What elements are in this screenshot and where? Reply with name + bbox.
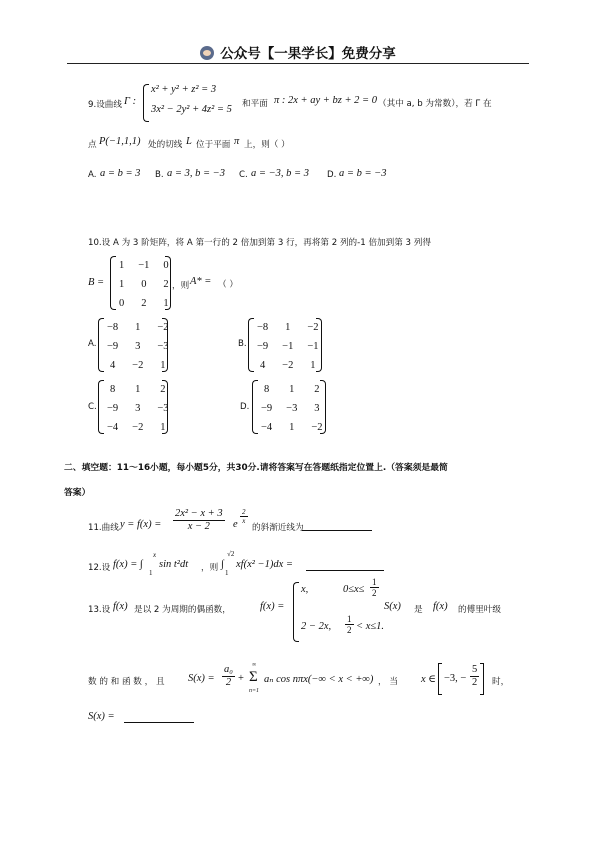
q10-option-c-matrix: 8 1 2 −9 3 −3 −4 −2 1 <box>107 384 169 433</box>
q9-paren: （其中 a, b 为常数），若 Γ 在 <box>378 99 492 109</box>
page-header <box>0 42 596 62</box>
q9-option-c: a = −3, b = 3 <box>251 168 310 179</box>
q10-B-label: B = <box>88 277 105 288</box>
q13-brace <box>293 582 299 642</box>
q9-mid: 和平面 <box>242 99 268 109</box>
q12-upper1: x <box>153 551 157 559</box>
q11-num: 2x² − x + 3 <box>175 508 223 519</box>
q13-x-in: x ∈ <box>421 674 437 685</box>
q13-sigma-upper: ∞ <box>252 662 257 668</box>
q9-line2-b: 处的切线 <box>148 140 183 150</box>
q13-line2b: ， 当 <box>378 677 398 687</box>
q12-answer-blank[interactable] <box>306 559 384 571</box>
q13-interval: −3, − <box>444 673 467 684</box>
q13-interval-frac <box>470 664 479 689</box>
q11-exp-den: x <box>242 517 246 525</box>
q12-fdef: f(x) = ∫ <box>113 559 143 570</box>
q12-mid: ，则 <box>201 563 219 573</box>
q13-cond2-frac <box>345 614 354 635</box>
q9-pi: π <box>234 136 240 147</box>
q9-eq1: x² + y² + z² = 3 <box>151 84 217 95</box>
q13-text3: 的傅里叶级 <box>458 605 501 615</box>
q11-exp: e <box>233 519 238 530</box>
q13-text2: 是 <box>414 605 423 615</box>
q10-B-right-bracket <box>165 256 171 310</box>
q13-S: S(x) <box>384 601 401 612</box>
q12-lower2: 1 <box>225 569 229 577</box>
q13-cond1: 0≤x≤ <box>343 584 365 595</box>
q13-interval-left <box>438 663 442 695</box>
q10-option-d-matrix: 8 1 2 −9 −3 3 −4 1 −2 <box>261 384 323 433</box>
q13-interval-den: 2 <box>472 677 478 688</box>
q9-option-b-label: B. <box>155 170 164 180</box>
q10-option-a-matrix: −8 1 −2 −9 3 −3 4 −2 1 <box>107 322 169 371</box>
q11-fx: y = f(x) = <box>120 519 162 530</box>
q13-line2a: 数 的 和 函 数 ， 且 <box>88 677 165 687</box>
q10-option-b-right-bracket <box>316 318 322 372</box>
q13-cond1-den: 2 <box>372 588 377 598</box>
q13-fx: f(x) = <box>260 601 285 612</box>
avatar-icon <box>200 46 214 60</box>
q10-text: 10.设 A 为 3 阶矩阵，将 A 第一行的 2 倍加到第 3 行，再将第 2 列的-1 倍加到第 3 列得 <box>88 238 431 248</box>
q9-line2-a: 点 <box>88 140 97 150</box>
q13-plus: + <box>238 673 244 684</box>
q10-option-b-label: B. <box>238 339 247 349</box>
q13-Sx: S(x) = <box>188 673 215 684</box>
q9-lead: 9.设曲线 <box>88 100 122 110</box>
q10-option-d-right-bracket <box>320 380 326 434</box>
section-2-heading-cont: 答案） <box>64 488 91 498</box>
header-divider <box>67 63 529 64</box>
q13-interval-num: 5 <box>472 664 478 675</box>
q9-line2-c: 位于平面 <box>196 140 231 150</box>
q13-cond1-num: 1 <box>372 577 377 587</box>
q11-tail: 的斜渐近线为 <box>252 523 304 533</box>
q11-lead: 11.曲线 <box>88 523 119 533</box>
q9-point: P(−1,1,1) <box>99 136 141 147</box>
q13-sigma: Σ <box>249 669 258 685</box>
q13-sigma-lower: n=1 <box>249 688 260 694</box>
q11-exp-fraction <box>240 508 248 525</box>
q12-upper2: √2 <box>227 550 235 558</box>
q12-integrand2: xf(x² −1)dx = <box>236 559 293 570</box>
q9-option-b: a = 3, b = −3 <box>167 168 226 179</box>
q11-answer-blank[interactable] <box>302 519 372 531</box>
q11-den: x − 2 <box>187 521 210 532</box>
q11-exp-num: 2 <box>242 508 246 516</box>
q13-text1: 是以 2 为周期的偶函数， <box>134 605 231 615</box>
q10-option-c-label: C. <box>88 402 97 412</box>
q13-Sres: S(x) = <box>88 711 115 722</box>
q9-option-a-label: A. <box>88 170 97 180</box>
q9-option-a: a = b = 3 <box>100 168 141 179</box>
q13-a0: a₀ <box>224 664 233 675</box>
q10-option-b-matrix: −8 1 −2 −9 −1 −1 4 −2 1 <box>257 322 319 371</box>
q13-line2c: 时， <box>492 677 510 687</box>
q9-brace <box>143 84 149 122</box>
q9-gamma: Γ : <box>124 96 137 107</box>
q10-astar: A* = <box>190 276 212 287</box>
q10-paren: （ ） <box>218 280 238 290</box>
q10-option-a-label: A. <box>88 339 97 349</box>
q13-cond2-den: 2 <box>347 625 352 635</box>
q12-lower1: 1 <box>149 569 153 577</box>
q13-a0-frac <box>222 664 235 689</box>
q9-option-d-label: D. <box>327 170 337 180</box>
q13-f2: f(x) <box>433 601 448 612</box>
q12-lead: 12.设 <box>88 563 111 573</box>
q13-case1: x, <box>301 584 309 595</box>
q13-series: aₙ cos nπx(−∞ < x < +∞) <box>264 674 374 685</box>
q9-line2-d: 上，则（ ） <box>244 140 290 150</box>
q10-option-c-right-bracket <box>162 380 168 434</box>
q13-two: 2 <box>225 677 232 688</box>
q12-integrand1: sin t²dt <box>159 559 189 570</box>
q13-case2: 2 − 2x, <box>301 621 332 632</box>
q13-cond2-num: 1 <box>347 614 352 624</box>
q13-cond2: < x≤1. <box>356 621 385 632</box>
q13-interval-right <box>480 663 484 695</box>
q13-f: f(x) <box>113 601 128 612</box>
q10-option-d-label: D. <box>240 402 250 412</box>
q12-int2: ∫ <box>221 559 224 570</box>
q11-fraction <box>173 508 225 533</box>
q13-cond1-frac <box>370 577 379 598</box>
q9-L: L <box>186 136 192 147</box>
q9-eq2: 3x² − 2y² + 4z² = 5 <box>151 104 232 115</box>
q10-B-matrix: 1 −1 0 1 0 2 0 2 1 <box>119 260 169 309</box>
q13-lead: 13.设 <box>88 605 111 615</box>
q10-option-a-right-bracket <box>162 318 168 372</box>
q9-option-c-label: C. <box>239 170 248 180</box>
q13-answer-blank[interactable] <box>124 711 194 723</box>
q9-option-d: a = b = −3 <box>339 168 387 179</box>
section-2-heading: 二、填空题：11～16小题，每小题5分，共30分.请将答案写在答题纸指定位置上.（答案须是最简 <box>64 463 448 473</box>
q9-plane: π : 2x + ay + bz + 2 = 0 <box>274 95 378 106</box>
header-brand: 公众号【一果学长】免费分享 <box>220 46 396 62</box>
q10-after: ，则 <box>172 281 190 291</box>
